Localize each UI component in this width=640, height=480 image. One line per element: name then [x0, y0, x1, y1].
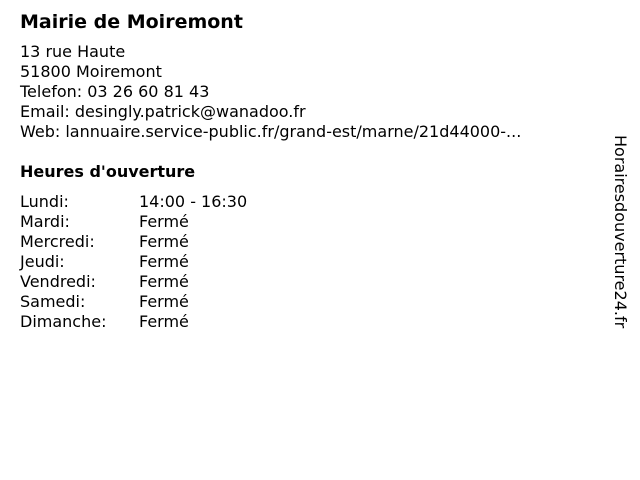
- hours-row-sunday: [20, 312, 247, 332]
- opening-hours-heading: Heures d'ouverture: [20, 162, 196, 181]
- day-label: Jeudi:: [20, 252, 65, 271]
- day-label: Lundi:: [20, 192, 69, 211]
- hours-row-thursday: [20, 252, 247, 272]
- day-label: Mercredi:: [20, 232, 95, 251]
- day-label: Vendredi:: [20, 272, 96, 291]
- day-hours: Fermé: [139, 272, 189, 291]
- business-card: [20, 10, 600, 332]
- website-link[interactable]: Web: lannuaire.service-public.fr/grand-est/marne/21d44000-...: [20, 122, 522, 141]
- hours-row-saturday: [20, 292, 247, 312]
- hours-row-tuesday: [20, 212, 247, 232]
- page-title: Mairie de Moiremont: [20, 11, 243, 33]
- day-hours: Fermé: [139, 212, 189, 231]
- email-address[interactable]: Email: desingly.patrick@wanadoo.fr: [20, 102, 306, 121]
- day-label: Dimanche:: [20, 312, 107, 331]
- day-label: Mardi:: [20, 212, 70, 231]
- day-hours: 14:00 - 16:30: [139, 192, 248, 211]
- hours-row-friday: [20, 272, 247, 292]
- address-street: 13 rue Haute: [20, 42, 126, 61]
- phone-number[interactable]: Telefon: 03 26 60 81 43: [20, 82, 210, 101]
- day-label: Samedi:: [20, 292, 86, 311]
- hours-row-wednesday: [20, 232, 247, 252]
- opening-hours-table: [20, 192, 247, 332]
- brand-watermark: Horairesdouverture24.fr: [611, 135, 630, 329]
- hours-row-monday: [20, 192, 247, 212]
- day-hours: Fermé: [139, 252, 189, 271]
- day-hours: Fermé: [139, 292, 189, 311]
- day-hours: Fermé: [139, 232, 189, 251]
- day-hours: Fermé: [139, 312, 189, 331]
- address-postal-city: 51800 Moiremont: [20, 62, 162, 81]
